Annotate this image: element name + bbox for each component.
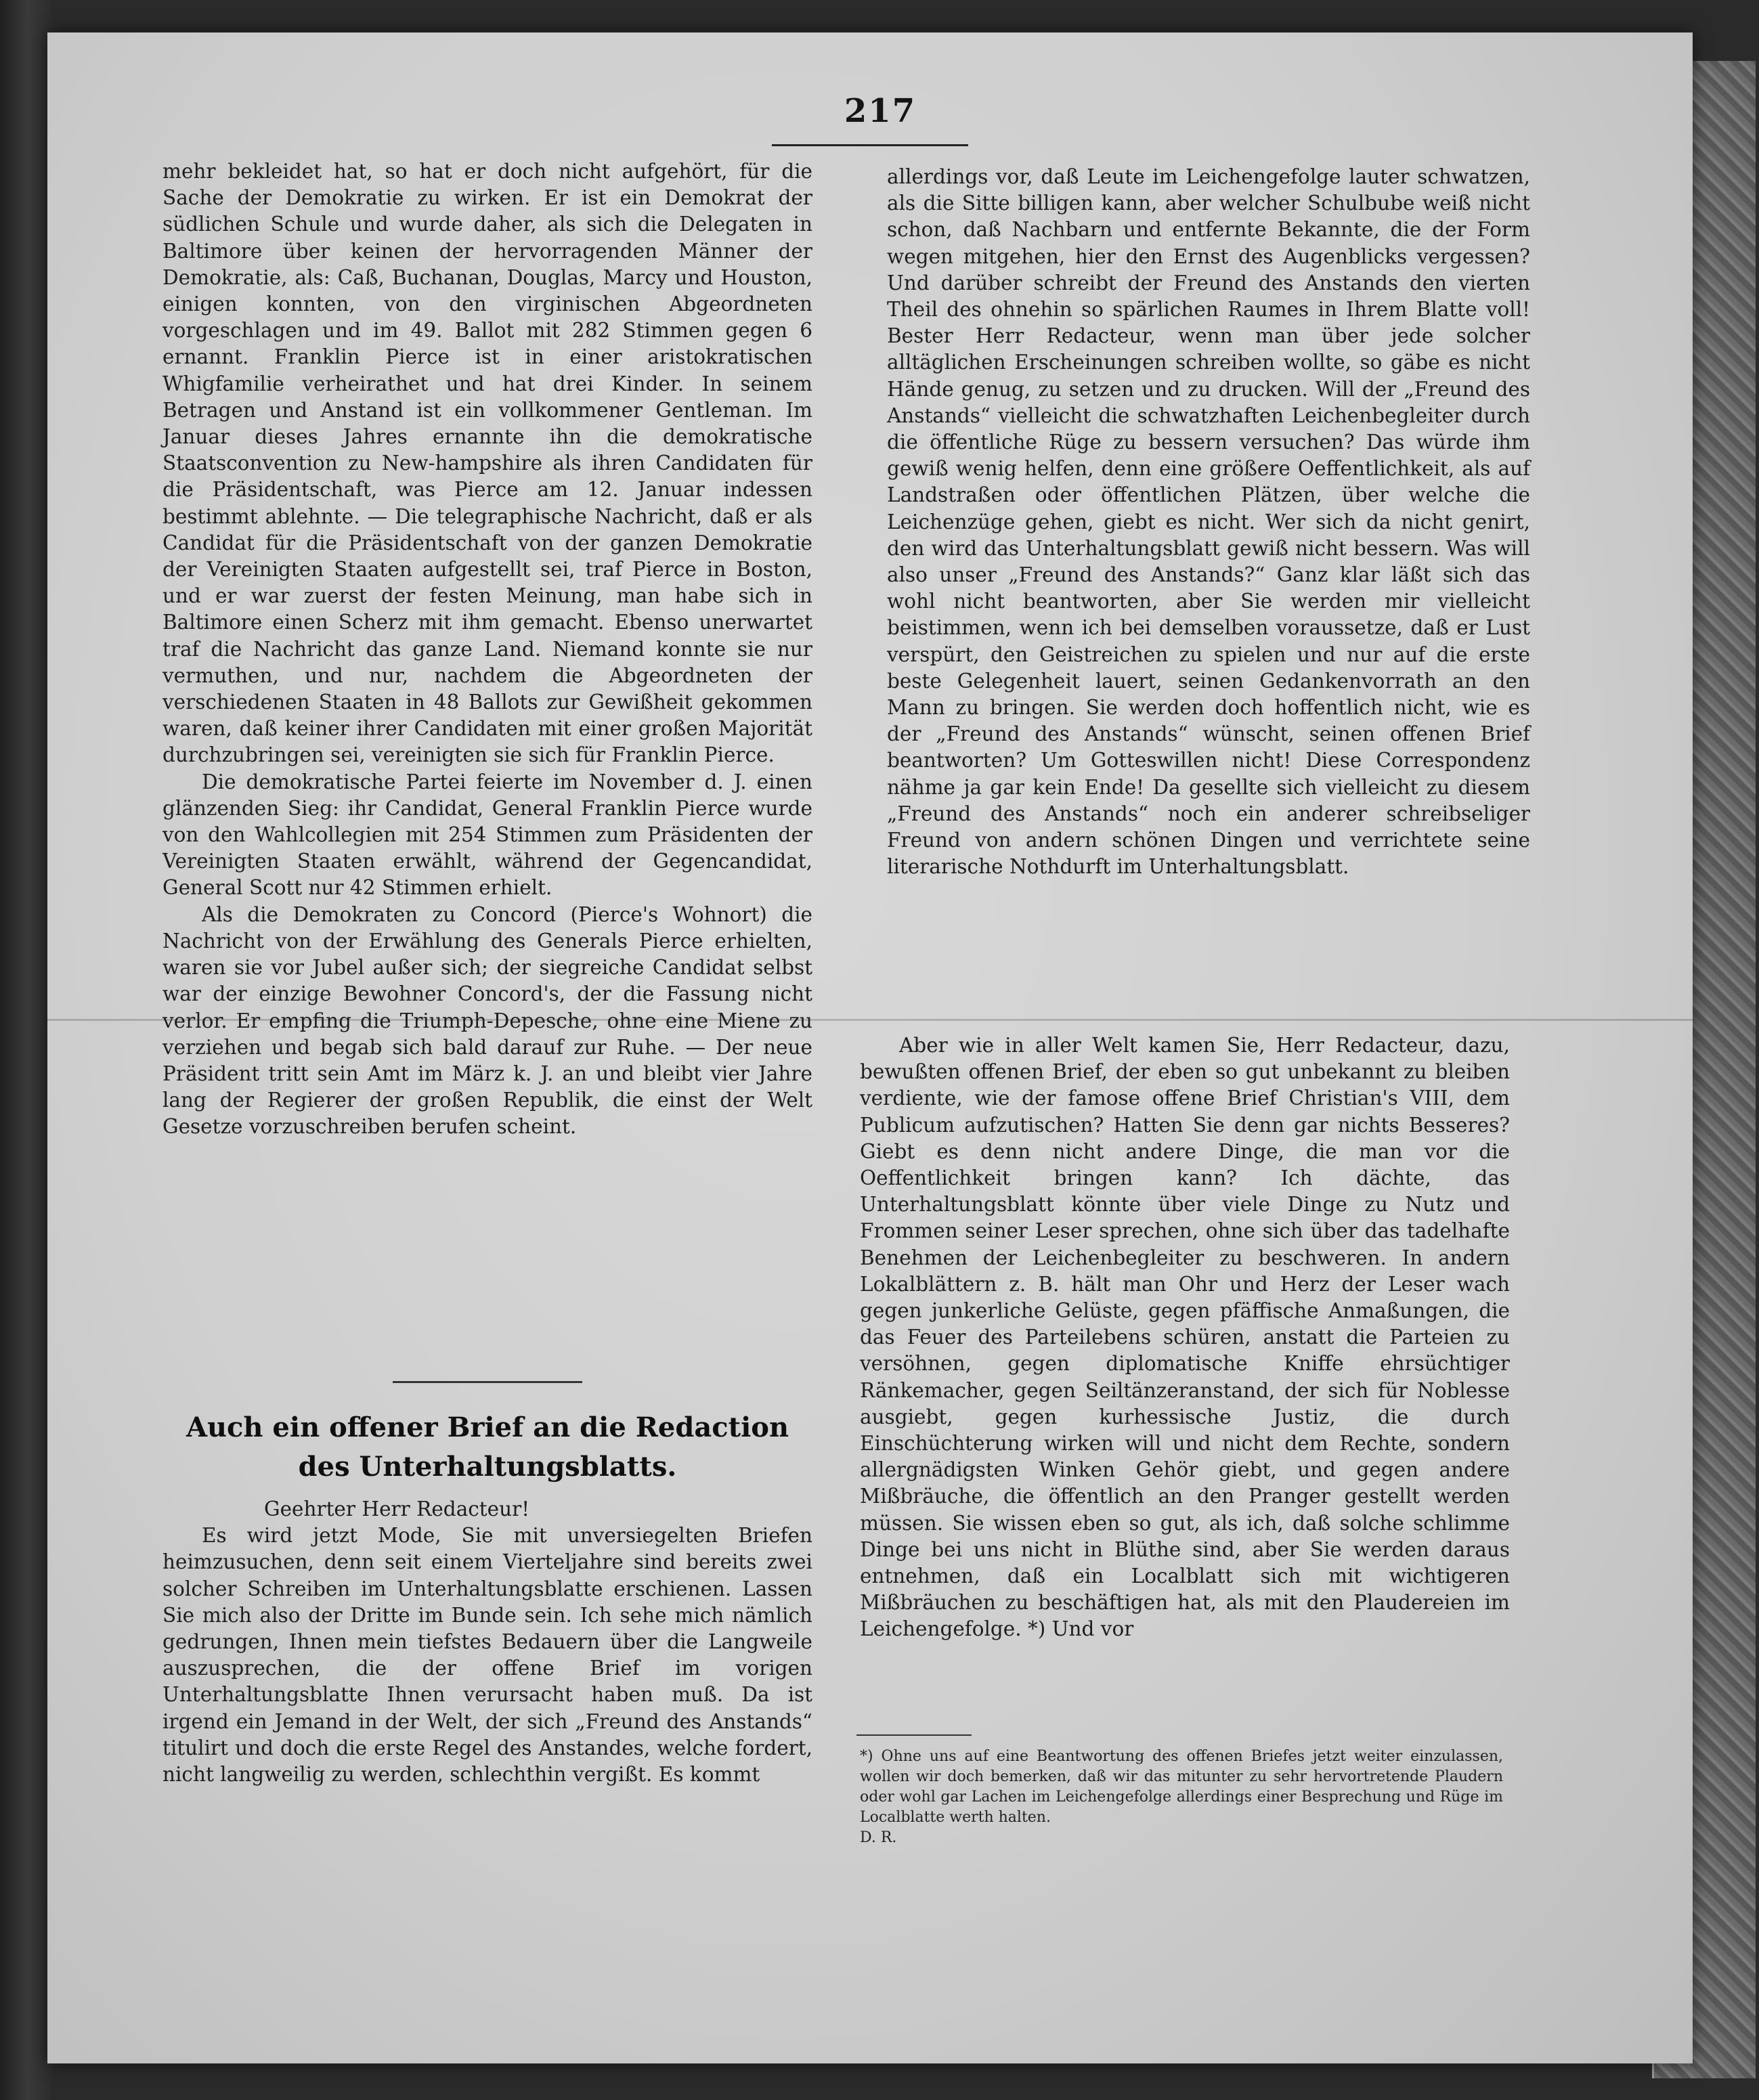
footnote [860, 1747, 1503, 1848]
footnote-text: *) Ohne uns auf eine Beantwortung des offenen Briefes jetzt weiter einzulassen, wollen wir doch bemerken, daß wir das mitunter zu sehr hervortretende Plaudern oder wohl gar Lachen im Leichengefolge allerdings einer Besprechung und Rüge im Localblatte werth halten. [860, 1748, 1503, 1826]
paragraph: mehr bekleidet hat, so hat er doch nicht aufgehört, für die Sache der Demokratie zu wirken. Er ist ein Demokrat der südlichen Schule und wurde daher, als sich die Delegaten in Baltimore über keinen der hervorragenden Männer der Demokratie, als: Caß, Buchanan, Douglas, Marcy und Houston, einigen konnten, von den virginischen Abgeordneten vorgeschlagen und im 49. Ballot mit 282 Stimmen gegen 6 ernannt. Franklin Pierce ist in einer aristokratischen Whigfamilie verheirathet und hat drei Kinder. In seinem Betragen und Anstand ist ein vollkommener Gentleman. Im Januar dieses Jahres ernannte ihn die demokratische Staatsconvention zu New-hampshire als ihren Candidaten für die Präsidentschaft, was Pierce am 12. Januar indessen bestimmt ablehnte. — Die telegraphische Nachricht, daß er als Candidat für die Präsidentschaft von der ganzen Demokratie der Vereinigten Staaten aufgestellt sei, traf Pierce in Boston, und er war zuerst der festen Meinung, man habe sich in Baltimore einen Scherz mit ihm gemacht. Ebenso unerwartet traf die Nachricht das ganze Land. Niemand konnte sie nur vermuthen, und nur, nachdem die Abgeordneten der verschiedenen Staaten in 48 Ballots zur Gewißheit gekommen waren, daß keiner ihrer Candidaten mit einer großen Majorität durchzubringen sei, vereinigten sie sich für Franklin Pierce. [162, 160, 812, 767]
right-column-text [887, 164, 1530, 880]
section-divider [393, 1381, 582, 1383]
paragraph: allerdings vor, daß Leute im Leichengefolge lauter schwatzen, als die Sitte billigen kann, aber welcher Schulbube weiß nicht schon, daß Nachbarn und entfernte Bekannte, die der Form wegen mitgehen, hier den Ernst des Augenblicks vergessen? Und darüber schreibt der Freund des Anstands den vierten Theil des ohnehin so spärlichen Raumes in Ihrem Blatte voll! Bester Herr Redacteur, wenn man über jede solcher alltäglichen Erscheinungen schreiben wollte, so gäbe es nicht Hände genug, zu setzen und zu drucken. Will der „Freund des Anstands“ vielleicht die schwatzhaften Leichenbegleiter durch die öffentliche Rüge zu bessern versuchen? Das würde ihm gewiß wenig helfen, denn eine größere Oeffentlichkeit, als auf Landstraßen oder öffentlichen Plätzen, über welche die Leichenzüge gehen, giebt es nicht. Wer sich da nicht genirt, den wird das Unterhaltungsblatt gewiß nicht bessern. Was will also unser „Freund des Anstands?“ Ganz klar läßt sich das wohl nicht beantworten, aber Sie werden mir vielleicht beistimmen, wenn ich bei demselben voraussetze, daß er Lust verspürt, den Geistreichen zu spielen und nur auf die erste beste Gelegenheit lauert, seinen Gedankenvorrath an den Mann zu bringen. Sie werden doch hoffentlich nicht, wie es der „Freund des Anstands“ wünscht, seinen offenen Brief beantworten? Um Gotteswillen nicht! Diese Correspondenz nähme ja gar kein Ende! Da gesellte sich vielleicht zu diesem „Freund des Anstands“ noch ein anderer schreibseliger Freund von andern schönen Dingen und verrichtete seine literarische Nothdurft im Unterhaltungsblatt. [887, 165, 1530, 879]
right-column-text-lower [860, 1032, 1510, 1643]
left-column-continued-text [162, 158, 812, 1141]
header-rule [772, 144, 968, 146]
paragraph: Aber wie in aller Welt kamen Sie, Herr Redacteur, dazu, bewußten offenen Brief, der eben so gut unbekannt zu bleiben verdiente, wie der famose offene Brief Christian's VIII, dem Publicum aufzutischen? Hatten Sie denn gar nichts Besseres? Giebt es denn nicht andere Dinge, die man vor die Oeffentlichkeit bringen kann? Ich dächte, das Unterhaltungsblatt könnte über viele Dinge zu Nutz und Frommen seiner Leser sprechen, ohne sich über das tadelhafte Benehmen der Leichenbegleiter zu beschweren. In andern Lokalblättern z. B. hält man Ohr und Herz der Leser wach gegen junkerliche Gelüste, gegen pfäffische Anmaßungen, die das Feuer des Parteilebens schüren, anstatt die Parteien zu versöhnen, gegen diplomatische Kniffe ehrsüchtiger Ränkemacher, gegen Seiltänzeranstand, der sich für Noblesse ausgiebt, gegen kurhessische Justiz, die durch Einschüchterung wirken will und nicht dem Rechte, sondern allergnädigsten Winken Gehör giebt, und gegen andere Mißbräuche, die öffentlich an den Pranger gestellt werden müssen. Sie wissen eben so gut, als ich, daß solche schlimme Dinge bei uns nicht in Blüthe sind, aber Sie werden daraus entnehmen, daß ein Localblatt sich mit wichtigeren Mißbräuchen zu beschäftigen hat, als mit den Plaudereien im Leichengefolge. *) Und vor [860, 1034, 1510, 1641]
footnote-rule [856, 1734, 972, 1736]
letter-opening-text [162, 1496, 812, 1788]
page-number: 217 [844, 92, 917, 130]
article-heading: Auch ein offener Brief an die Redaction des Unterhaltungsblatts. [186, 1412, 789, 1483]
letter-salutation: Geehrter Herr Redacteur! [264, 1497, 530, 1521]
footnote-signature: D. R. [860, 1829, 897, 1846]
paragraph: Es wird jetzt Mode, Sie mit unversiegelten Briefen heimzusuchen, denn seit einem Vierteljahre sind bereits zwei solcher Schreiben im Unterhaltungsblatte erschienen. Lassen Sie mich also der Dritte im Bunde sein. Ich sehe mich nämlich gedrungen, Ihnen mein tiefstes Bedauern über die Langweile auszusprechen, die der offene Brief im vorigen Unterhaltungsblatte Ihnen verursacht haben muß. Da ist irgend ein Jemand in der Welt, der sich „Freund des Anstands“ titulirt und doch die erste Regel des Anstandes, welche fordert, nicht langweilig zu werden, schlechthin vergißt. Es kommt [162, 1524, 812, 1787]
paragraph: Als die Demokraten zu Concord (Pierce's Wohnort) die Nachricht von der Erwählung des Generals Pierce erhielten, waren sie vor Jubel außer sich; der siegreiche Candidat selbst war der einzige Bewohner Concord's, der die Fassung nicht verlor. Er empfing die Triumph-Depesche, ohne eine Miene zu verziehen und begab sich bald darauf zur Ruhe. — Der neue Präsident tritt sein Amt im März k. J. an und bleibt vier Jahre lang der Regierer der großen Republik, die einst der Welt Gesetze vorzuschreiben berufen scheint. [162, 902, 812, 1139]
paragraph: Die demokratische Partei feierte im November d. J. einen glänzenden Sieg: ihr Candidat, General Franklin Pierce wurde von den Wahlcollegien mit 254 Stimmen zum Präsidenten der Vereinigten Staaten erwählt, während der Gegencandidat, General Scott nur 42 Stimmen erhielt. [162, 770, 812, 900]
